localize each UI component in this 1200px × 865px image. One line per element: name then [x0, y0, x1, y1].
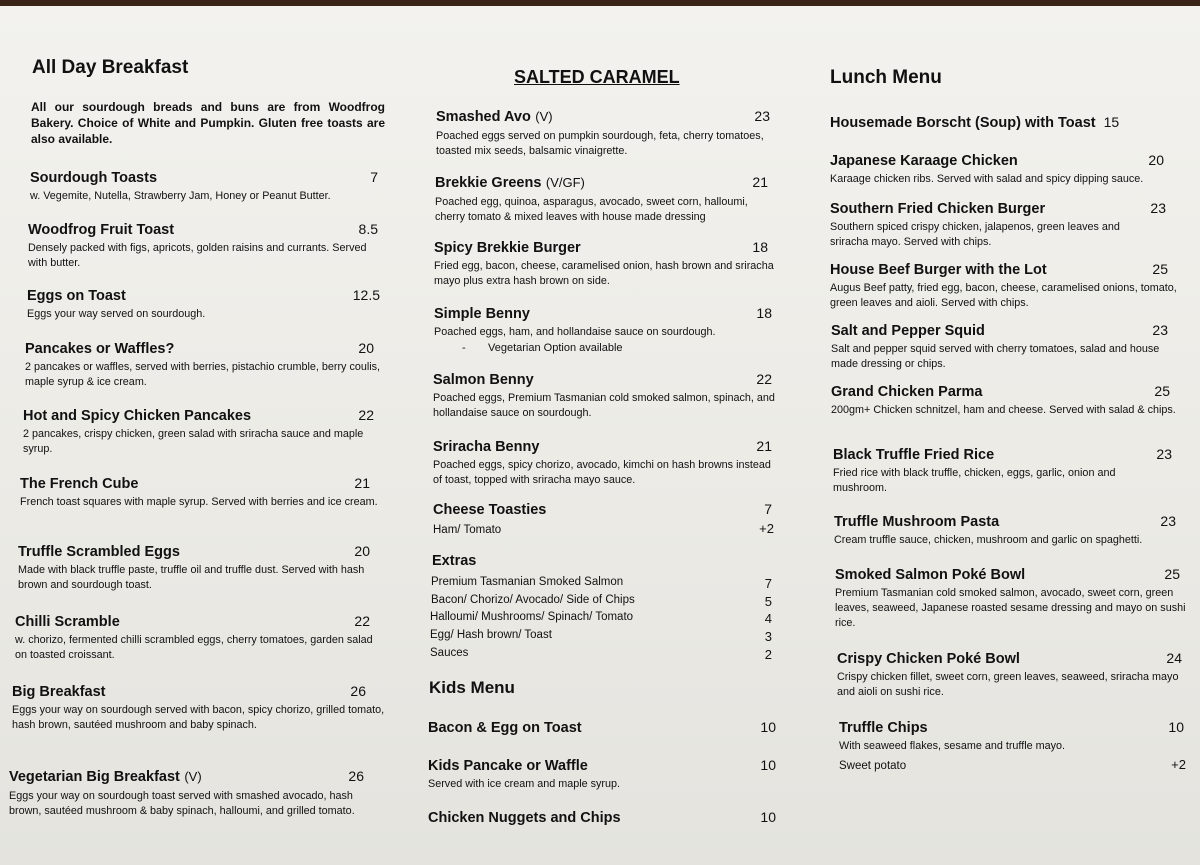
item-price: 15 [1103, 114, 1120, 130]
item-name: Brekkie Greens [435, 175, 542, 191]
item-desc: Fried egg, bacon, cheese, caramelised onion, hash brown and sriracha mayo plus extra hash brown on side. [434, 260, 774, 287]
item-price: 23 [1152, 322, 1168, 338]
menu-item [12, 683, 386, 733]
menu-item [23, 407, 386, 457]
item-desc: French toast squares with maple syrup. Served with berries and ice cream. [20, 496, 378, 508]
item-price: 21 [752, 174, 768, 190]
menu-item [435, 174, 778, 225]
item-option: Ham/ Tomato [433, 524, 502, 536]
item-desc: Poached eggs, ham, and hollandaise sauce on sourdough. [434, 326, 716, 338]
menu-item [831, 322, 1190, 372]
item-name: Salmon Benny [433, 372, 534, 388]
item-name: Bacon & Egg on Toast [428, 720, 582, 736]
item-price: 10 [1168, 719, 1184, 735]
item-name: The French Cube [20, 476, 139, 492]
item-desc: Salt and pepper squid served with cherry tomatoes, salad and house made dressing or chips. [831, 343, 1160, 370]
item-tag: (V) [535, 109, 553, 124]
item-name: Spicy Brekkie Burger [434, 240, 581, 256]
menu-item [834, 513, 1190, 548]
item-price: 10 [760, 757, 776, 773]
extra-name: Halloumi/ Mushrooms/ Spinach/ Tomato [430, 611, 634, 623]
option-price: +2 [1171, 757, 1186, 772]
item-price: 10 [760, 719, 776, 735]
item-desc: Eggs your way served on sourdough. [27, 308, 206, 320]
menu-item [839, 719, 1190, 772]
option-text: Vegetarian Option available [488, 342, 623, 354]
extra-name: Bacon/ Chorizo/ Avocado/ Side of Chips [431, 594, 635, 606]
item-desc: Served with ice cream and maple syrup. [428, 778, 621, 790]
item-tag: (V) [184, 769, 202, 784]
breakfast-intro: All our sourdough breads and buns are from Woodfrog Bakery. Choice of White and Pumpkin. Gluten free toasts are also available. [31, 100, 385, 146]
breakfast-title: All Day Breakfast [32, 57, 189, 78]
kids-item [428, 719, 778, 736]
item-price: 18 [756, 305, 772, 321]
item-price: 23 [1150, 200, 1166, 216]
item-name: Smoked Salmon Poké Bowl [835, 567, 1026, 583]
item-desc: Karaage chicken ribs. Served with salad and spicy dipping sauce. [830, 173, 1144, 185]
item-name: Sourdough Toasts [30, 170, 158, 186]
extra-name: Egg/ Hash brown/ Toast [430, 629, 552, 641]
menu-item [830, 114, 1190, 131]
extra-row [430, 611, 772, 626]
item-price: 25 [1164, 566, 1180, 582]
item-price: 20 [1148, 152, 1164, 168]
item-name: Pancakes or Waffles? [25, 341, 175, 357]
item-name: Crispy Chicken Poké Bowl [837, 651, 1020, 667]
item-name: Simple Benny [434, 306, 530, 322]
item-name: Salt and Pepper Squid [831, 323, 985, 339]
item-price: 23 [754, 108, 770, 124]
item-desc: Densely packed with figs, apricots, golden raisins and currants. Served with butter. [28, 242, 367, 269]
item-option: - Vegetarian Option available [462, 342, 623, 354]
extra-row [431, 594, 772, 609]
item-price: 20 [358, 340, 374, 356]
item-name: Chicken Nuggets and Chips [428, 810, 621, 826]
menu-item [15, 613, 386, 663]
item-option: Sweet potato [839, 760, 907, 772]
item-price: 12.5 [352, 287, 380, 303]
menu-item [30, 169, 386, 204]
item-price: 8.5 [358, 221, 378, 237]
item-name: Truffle Scrambled Eggs [18, 544, 180, 560]
item-price: 26 [348, 768, 364, 784]
extra-price: 4 [764, 611, 772, 626]
menu-item [433, 438, 778, 488]
item-desc: With seaweed flakes, sesame and truffle mayo. [839, 740, 1066, 752]
item-desc: w. Vegemite, Nutella, Strawberry Jam, Honey or Peanut Butter. [30, 190, 331, 202]
item-desc: Poached egg, quinoa, asparagus, avocado, sweet corn, halloumi, cherry tomato & mixed leaves with house made dressing [435, 196, 748, 223]
item-desc: Crispy chicken fillet, sweet corn, green leaves, seaweed, sriracha mayo and aioli on sushi rice. [837, 671, 1179, 698]
menu-item [28, 221, 386, 271]
item-desc: Fried rice with black truffle, chicken, eggs, garlic, onion and mushroom. [833, 467, 1116, 494]
item-price: 25 [1154, 383, 1170, 399]
item-price: 21 [354, 475, 370, 491]
item-name: House Beef Burger with the Lot [830, 262, 1047, 278]
item-desc: 2 pancakes, crispy chicken, green salad with sriracha sauce and maple syrup. [23, 428, 364, 455]
item-name: Kids Pancake or Waffle [428, 758, 588, 774]
menu-item [830, 261, 1190, 311]
item-name: Big Breakfast [12, 684, 106, 700]
item-desc: Augus Beef patty, fried egg, bacon, cheese, caramelised onions, tomato, green leaves and aioli. Served with chips. [830, 282, 1177, 309]
item-price: 22 [756, 371, 772, 387]
item-name: Truffle Chips [839, 720, 928, 736]
item-desc: 200gm+ Chicken schnitzel, ham and cheese. Served with salad & chips. [831, 404, 1176, 416]
extra-row [430, 629, 772, 644]
extra-price: 5 [764, 594, 772, 609]
menu-item [27, 287, 386, 322]
menu-item [436, 108, 778, 159]
item-price: 20 [354, 543, 370, 559]
item-name: Housemade Borscht (Soup) with Toast [830, 115, 1096, 131]
menu-item [20, 475, 386, 510]
item-name: Truffle Mushroom Pasta [834, 514, 1000, 530]
item-desc: Made with black truffle paste, truffle oil and truffle dust. Served with hash brown and sourdough toast. [18, 564, 365, 591]
item-desc: Premium Tasmanian cold smoked salmon, avocado, sweet corn, green leaves, seaweed, Japanese roasted sesame dressing and mayo on sushi rice. [835, 587, 1186, 629]
extra-row [430, 647, 772, 662]
menu-item [434, 305, 778, 354]
menu-item [830, 200, 1190, 250]
extras-title: Extras [432, 553, 477, 569]
item-name: Grand Chicken Parma [831, 384, 983, 400]
menu-item [434, 239, 778, 289]
menu-item [9, 768, 386, 819]
menu-item [830, 152, 1190, 187]
extra-price: 2 [764, 647, 772, 662]
item-price: 23 [1156, 446, 1172, 462]
menu-item [835, 566, 1190, 631]
toasties-item [433, 501, 778, 536]
item-name: Black Truffle Fried Rice [833, 447, 995, 463]
item-name: Japanese Karaage Chicken [830, 153, 1018, 169]
item-price: 22 [358, 407, 374, 423]
cafe-name: SALTED CARAMEL [514, 67, 680, 87]
item-price: 25 [1152, 261, 1168, 277]
menu-item [831, 383, 1190, 418]
kids-title: Kids Menu [429, 678, 515, 697]
item-name: Eggs on Toast [27, 288, 126, 304]
item-desc: Poached eggs served on pumpkin sourdough, feta, cherry tomatoes, toasted mix seeds, balsamic vinaigrette. [436, 130, 764, 157]
item-name: Hot and Spicy Chicken Pancakes [23, 408, 252, 424]
menu-item [833, 446, 1190, 496]
menu-item [837, 650, 1190, 700]
item-price: 18 [752, 239, 768, 255]
kids-item [428, 809, 778, 826]
item-name: Woodfrog Fruit Toast [28, 222, 175, 238]
item-name: Cheese Toasties [433, 502, 547, 518]
extra-name: Sauces [430, 647, 469, 659]
item-desc: Eggs your way on sourdough toast served with smashed avocado, hash brown, sautéed mushroom & baby spinach, halloumi, and grilled tomato. [9, 790, 355, 817]
item-desc: w. chorizo, fermented chilli scrambled eggs, cherry tomatoes, garden salad on toasted croissant. [15, 634, 373, 661]
lunch-title: Lunch Menu [830, 67, 942, 88]
item-price: 21 [756, 438, 772, 454]
menu-item [25, 340, 386, 390]
item-name: Sriracha Benny [433, 439, 540, 455]
item-name: Vegetarian Big Breakfast [9, 769, 180, 785]
extra-row [431, 576, 772, 591]
item-price: 23 [1160, 513, 1176, 529]
item-desc: Poached eggs, spicy chorizo, avocado, kimchi on hash browns instead of toast, topped with sriracha mayo sauce. [433, 459, 771, 486]
menu-item [18, 543, 386, 593]
kids-item [428, 757, 778, 792]
item-desc: 2 pancakes or waffles, served with berries, pistachio crumble, berry coulis, maple syrup & ice cream. [25, 361, 381, 388]
extra-name: Premium Tasmanian Smoked Salmon [431, 576, 624, 588]
item-price: 22 [354, 613, 370, 629]
item-desc: Cream truffle sauce, chicken, mushroom and garlic on spaghetti. [834, 534, 1143, 546]
menu-item [433, 371, 778, 421]
item-price: 26 [350, 683, 366, 699]
item-price: 7 [370, 169, 378, 185]
extra-price: 3 [764, 629, 772, 644]
item-name: Southern Fried Chicken Burger [830, 201, 1046, 217]
item-tag: (V/GF) [545, 175, 585, 190]
item-price: 7 [764, 501, 772, 517]
item-name: Smashed Avo [436, 109, 531, 125]
item-desc: Poached eggs, Premium Tasmanian cold smoked salmon, spinach, and hollandaise sauce on sourdough. [433, 392, 775, 419]
item-desc: Eggs your way on sourdough served with bacon, spicy chorizo, grilled tomato, hash brown, sautéed mushroom and baby spinach. [12, 704, 385, 731]
option-price: +2 [759, 521, 774, 536]
extra-price: 7 [764, 576, 772, 591]
table-edge [0, 0, 1200, 6]
item-price: 10 [760, 809, 776, 825]
item-price: 24 [1166, 650, 1182, 666]
item-desc: Southern spiced crispy chicken, jalapenos, green leaves and sriracha mayo. Served with chips. [830, 221, 1120, 248]
item-name: Chilli Scramble [15, 614, 120, 630]
